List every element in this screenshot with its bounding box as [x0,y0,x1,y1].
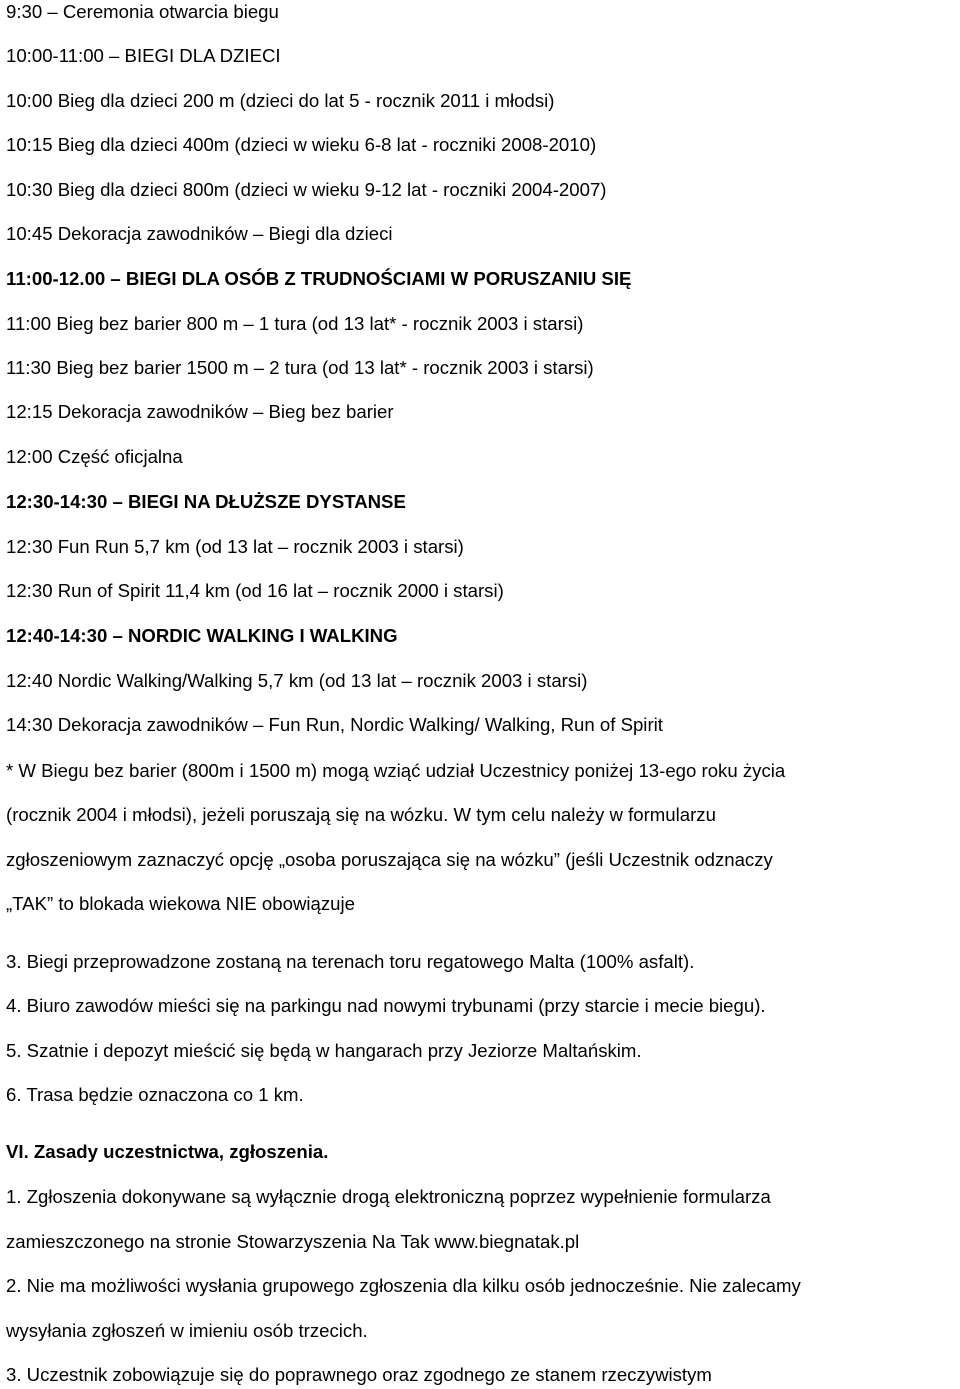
footnote-line-2: (rocznik 2004 i młodsi), jeżeli poruszają się na wózku. W tym celu należy w formularzu [6,804,716,825]
rule-1-line-1: 1. Zgłoszenia dokonywane są wyłącznie drogą elektroniczną poprzez wypełnienie formularza [6,1186,771,1207]
footnote-line-1: * W Biegu bez barier (800m i 1500 m) mogą wziąć udział Uczestnicy poniżej 13-ego roku życia [6,760,786,781]
schedule-barrier-free-1500m: 11:30 Bieg bez barier 1500 m – 2 tura (od 13 lat* - rocznik 2003 i starsi) [6,357,594,378]
schedule-run-of-spirit: 12:30 Run of Spirit 11,4 km (od 16 lat – rocznik 2000 i starsi) [6,580,504,601]
schedule-section-kids-races: 10:00-11:00 – BIEGI DLA DZIECI [6,45,281,66]
footnote-line-4: „TAK” to blokada wiekowa NIE obowiązuje [6,893,355,914]
schedule-kids-800m: 10:30 Bieg dla dzieci 800m (dzieci w wieku 9-12 lat - roczniki 2004-2007) [6,179,607,200]
schedule-kids-awards: 10:45 Dekoracja zawodników – Biegi dla dzieci [6,223,393,244]
schedule-section-long-distance: 12:30-14:30 – BIEGI NA DŁUŻSZE DYSTANSE [6,491,406,512]
schedule-fun-run: 12:30 Fun Run 5,7 km (od 13 lat – rocznik 2003 i starsi) [6,536,464,557]
schedule-barrier-free-awards: 12:15 Dekoracja zawodników – Bieg bez barier [6,401,394,422]
schedule-section-mobility-races: 11:00-12.00 – BIEGI DLA OSÓB Z TRUDNOŚCIAMI W PORUSZANIU SIĘ [6,268,632,289]
rule-2-line-1: 2. Nie ma możliwości wysłania grupowego zgłoszenia dla kilku osób jednocześnie. Nie zalecamy [6,1275,801,1296]
point-3: 3. Biegi przeprowadzone zostaną na terenach toru regatowego Malta (100% asfalt). [6,951,695,972]
point-6: 6. Trasa będzie oznaczona co 1 km. [6,1084,304,1105]
footnote-line-3: zgłoszeniowym zaznaczyć opcję „osoba poruszająca się na wózku” (jeśli Uczestnik odznaczy [6,849,773,870]
point-5: 5. Szatnie i depozyt mieścić się będą w hangarach przy Jeziorze Maltańskim. [6,1040,642,1061]
schedule-opening-ceremony: 9:30 – Ceremonia otwarcia biegu [6,1,279,22]
schedule-barrier-free-800m: 11:00 Bieg bez barier 800 m – 1 tura (od 13 lat* - rocznik 2003 i starsi) [6,313,584,334]
rule-1-line-2: zamieszczonego na stronie Stowarzyszenia Na Tak www.biegnatak.pl [6,1231,580,1252]
schedule-section-nordic-walking: 12:40-14:30 – NORDIC WALKING I WALKING [6,625,398,646]
rule-2-line-2: wysyłania zgłoszeń w imieniu osób trzecich. [6,1320,368,1341]
schedule-kids-200m: 10:00 Bieg dla dzieci 200 m (dzieci do lat 5 - rocznik 2011 i młodsi) [6,90,555,111]
section-heading: VI. Zasady uczestnictwa, zgłoszenia. [6,1141,329,1162]
rule-3-line-1: 3. Uczestnik zobowiązuje się do poprawnego oraz zgodnego ze stanem rzeczywistym [6,1364,712,1385]
schedule-kids-400m: 10:15 Bieg dla dzieci 400m (dzieci w wieku 6-8 lat - roczniki 2008-2010) [6,134,597,155]
schedule-nordic-walking: 12:40 Nordic Walking/Walking 5,7 km (od 13 lat – rocznik 2003 i starsi) [6,670,588,691]
schedule-official-part: 12:00 Część oficjalna [6,446,183,467]
schedule-final-awards: 14:30 Dekoracja zawodników – Fun Run, Nordic Walking/ Walking, Run of Spirit [6,714,663,735]
point-4: 4. Biuro zawodów mieści się na parkingu nad nowymi trybunami (przy starcie i mecie biegu). [6,995,766,1016]
